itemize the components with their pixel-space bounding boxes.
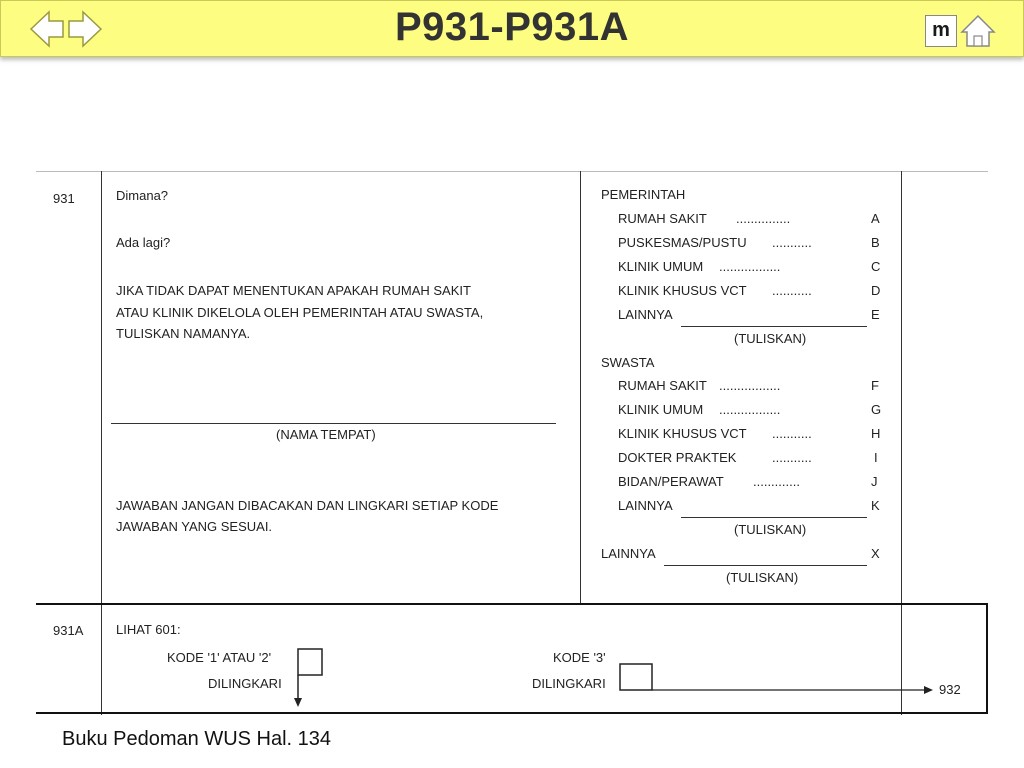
- option-code: X: [871, 546, 880, 561]
- option-label: LAINNYA: [618, 498, 673, 513]
- skip-arrows: [36, 170, 988, 716]
- option-label: RUMAH SAKIT: [618, 378, 707, 393]
- checkbox-code-1-2[interactable]: [298, 649, 322, 675]
- question-number: 931: [53, 191, 75, 206]
- option-code: H: [871, 426, 881, 441]
- arrow-right-icon: [924, 686, 933, 694]
- leader-dots: .................: [719, 259, 781, 274]
- title-bar: [0, 0, 1024, 57]
- option-code: E: [871, 307, 880, 322]
- filter-condition: KODE '1' ATAU '2': [167, 650, 272, 665]
- option-label: DOKTER PRAKTEK: [618, 450, 737, 465]
- option-label: RUMAH SAKIT: [618, 211, 707, 226]
- group-heading-gov: PEMERINTAH: [601, 187, 686, 202]
- option-code: D: [871, 283, 881, 298]
- option-label: BIDAN/PERAWAT: [618, 474, 724, 489]
- leader-dots: ...........: [772, 450, 812, 465]
- option-code: G: [871, 402, 882, 417]
- place-label: (NAMA TEMPAT): [276, 427, 376, 442]
- filter-condition: KODE '3': [553, 650, 606, 665]
- option-label: KLINIK UMUM: [618, 402, 704, 417]
- option-code: K: [871, 498, 880, 513]
- interviewer-note: JAWABAN YANG SESUAI.: [116, 519, 273, 534]
- option-label: KLINIK UMUM: [618, 259, 704, 274]
- page-title: P931-P931A: [394, 5, 630, 49]
- home-icon[interactable]: [959, 13, 997, 49]
- checkbox-code-3[interactable]: [620, 664, 652, 690]
- leader-dots: .............: [753, 474, 800, 489]
- option-code: B: [871, 235, 880, 250]
- instruction-line: ATAU KLINIK DIKELOLA OLEH PEMERINTAH ATAU SWASTA,: [116, 305, 484, 320]
- filter-condition: DILINGKARI: [208, 676, 282, 691]
- skip-target: 932: [939, 682, 961, 697]
- write-label: (TULISKAN): [726, 570, 799, 585]
- leader-dots: ...............: [736, 211, 791, 226]
- leader-dots: ...........: [772, 283, 812, 298]
- leader-dots: ...........: [772, 235, 812, 250]
- option-label: KLINIK KHUSUS VCT: [618, 426, 747, 441]
- interviewer-note: JAWABAN JANGAN DIBACAKAN DAN LINGKARI SETIAP KODE: [116, 498, 499, 513]
- group-heading-other: LAINNYA: [601, 546, 656, 561]
- questionnaire-excerpt: [36, 170, 988, 716]
- group-heading-private: SWASTA: [601, 355, 655, 370]
- arrow-down-icon: [294, 698, 302, 707]
- menu-button[interactable]: m: [925, 15, 957, 47]
- option-code: C: [871, 259, 881, 274]
- instruction-line: JIKA TIDAK DAPAT MENENTUKAN APAKAH RUMAH SAKIT: [116, 283, 471, 298]
- instruction-line: TULISKAN NAMANYA.: [116, 326, 251, 341]
- filter-instruction: LIHAT 601:: [116, 622, 181, 637]
- write-label: (TULISKAN): [734, 331, 807, 346]
- option-code: F: [871, 378, 879, 393]
- probe-text: Ada lagi?: [116, 235, 171, 250]
- question-number: 931A: [53, 623, 84, 638]
- option-code: A: [871, 211, 880, 226]
- option-code: J: [871, 474, 878, 489]
- leader-dots: .................: [719, 378, 781, 393]
- write-label: (TULISKAN): [734, 522, 807, 537]
- leader-dots: ...........: [772, 426, 812, 441]
- option-label: PUSKESMAS/PUSTU: [618, 235, 747, 250]
- source-caption: Buku Pedoman WUS Hal. 134: [62, 728, 332, 750]
- leader-dots: .................: [719, 402, 781, 417]
- question-text: Dimana?: [116, 188, 169, 203]
- filter-condition: DILINGKARI: [532, 676, 606, 691]
- option-code: I: [874, 450, 878, 465]
- option-label: KLINIK KHUSUS VCT: [618, 283, 747, 298]
- option-label: LAINNYA: [618, 307, 673, 322]
